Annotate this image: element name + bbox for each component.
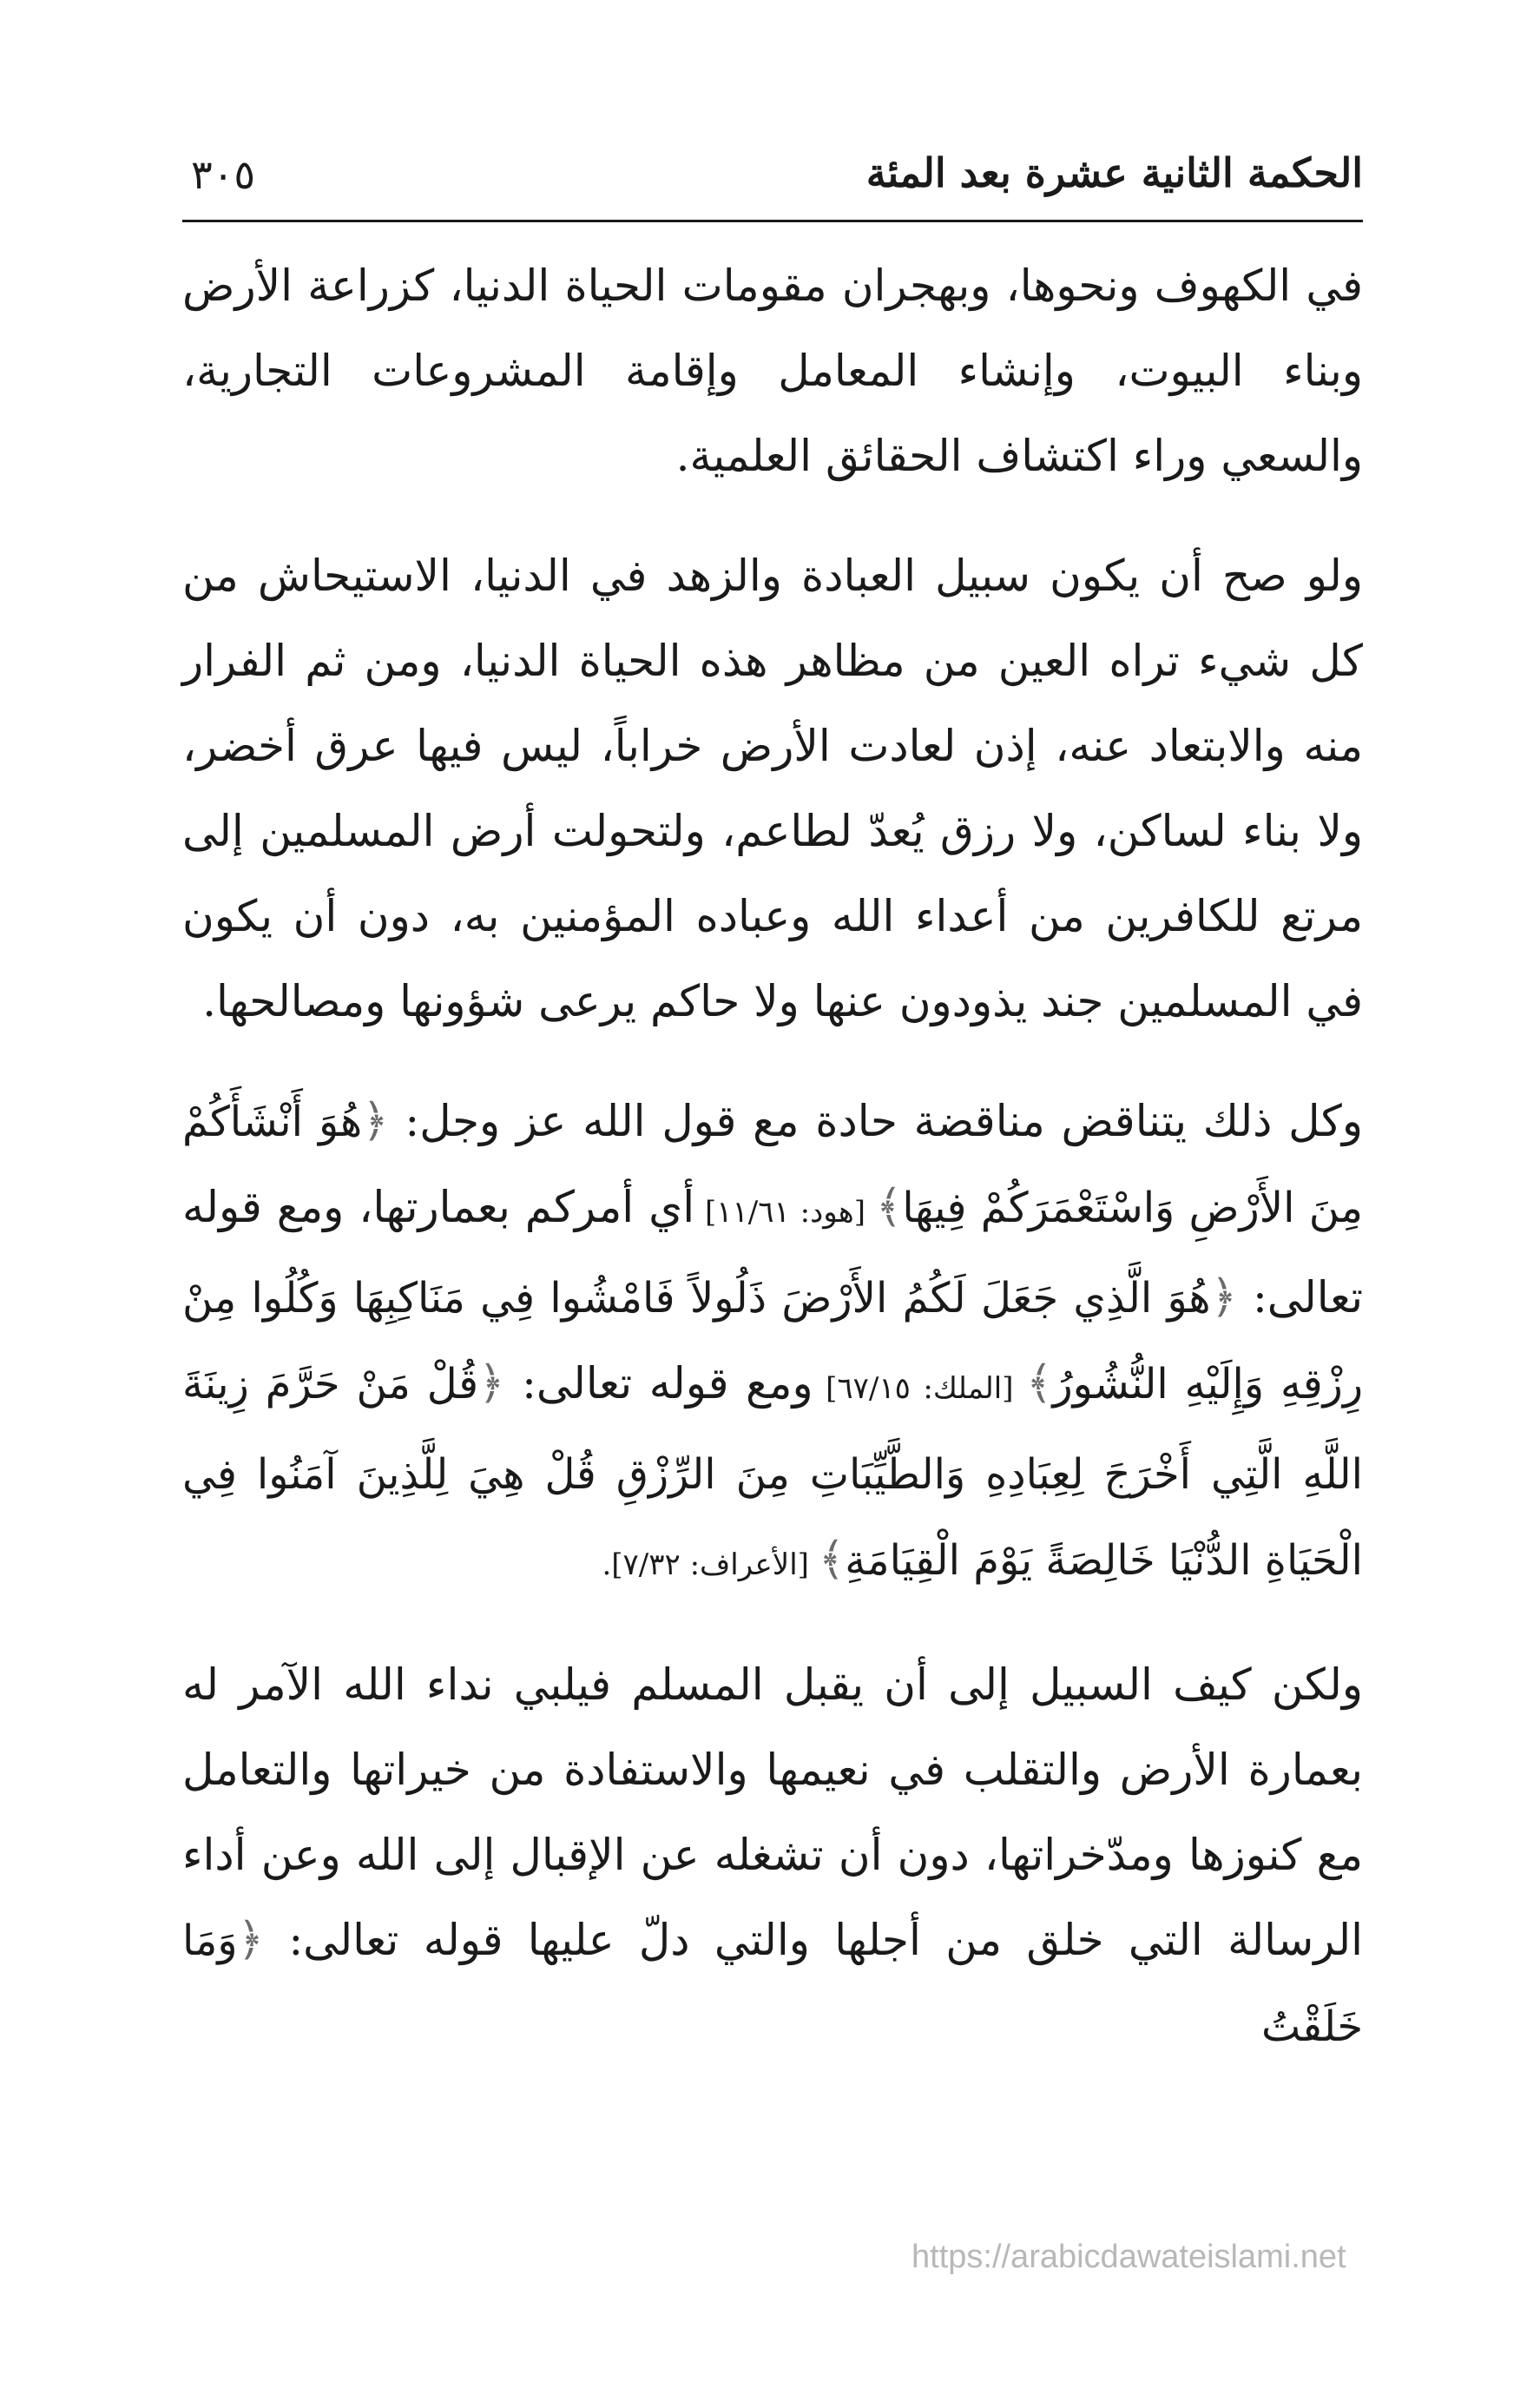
- verse-open-bracket: ﴿: [362, 1095, 389, 1147]
- paragraph: [182, 243, 1363, 498]
- body-text: ولو صح أن يكون سبيل العبادة والزهد في الدنيا، الاستيحاش من كل شيء تراه العين من مظاهر هذه الحياة الدنيا، ومن ثم الفرار منه والابتعاد عنه، إذن لعادت الأرض خراباً، ليس فيها عرق أخضر، ولا بناء لساكن، ولا رزق يُعدّ لطاعم، ولتحولت أرض المسلمين إلى مرتع للكافرين من أعداء الله وعباده المؤمنين به، دون أن يكون في المسلمين جند يذودون عنها ولا حاكم يرعى شؤونها ومصالحها.: [182, 551, 1363, 1026]
- chapter-title: الحكمة الثانية عشرة بعد المئة: [865, 149, 1363, 196]
- body-text: في الكهوف ونحوها، وبهجران مقومات الحياة الدنيا، كزراعة الأرض وبناء البيوت، وإنشاء المعامل وإقامة المشروعات التجارية، والسعي وراء اكتشاف الحقائق العلمية.: [182, 261, 1363, 481]
- paragraph: [182, 1079, 1363, 1607]
- quran-verse: وَمَا خَلَقْتُ: [182, 1917, 1363, 2051]
- page-body: [182, 243, 1363, 2104]
- running-header: [182, 139, 1363, 217]
- quran-verse: هُوَ الَّذِي جَعَلَ لَكُمُ الأَرْضَ ذَلُولاً فَامْشُوا فِي مَنَاكِبِهَا وَكُلُوا مِنْ رِزْقِهِ وَإِلَيْهِ النُّشُورُ: [182, 1274, 1363, 1409]
- verse-open-bracket: ﴿: [237, 1914, 264, 1966]
- quran-verse: هُوَ أَنْشَأَكُمْ مِنَ الأَرْضِ وَاسْتَعْمَرَكُمْ فِيهَا: [182, 1098, 1363, 1232]
- body-text: ومع قوله تعالى:: [504, 1358, 813, 1409]
- watermark-url: https://arabicdawateislami.net: [911, 2239, 1346, 2275]
- body-text: وكل ذلك يتناقض مناقضة حادة مع قول الله عز وجل:: [388, 1096, 1363, 1146]
- verse-close-bracket: ﴾: [1025, 1357, 1053, 1409]
- paragraph: [182, 1642, 1363, 2069]
- page-number: ٣٠٥: [191, 151, 256, 198]
- body-text: أي أمركم بعمارتها، ومع قوله تعالى:: [182, 1182, 1363, 1323]
- verse-close-bracket: ﴾: [818, 1534, 846, 1586]
- quran-verse: قُلْ مَنْ حَرَّمَ زِينَةَ اللَّهِ الَّتِي أَخْرَجَ لِعِبَادِهِ وَالطَّيِّبَاتِ مِنَ الرِّزْقِ قُلْ هِيَ لِلَّذِينَ آمَنُوا فِي الْحَيَاةِ الدُّنْيَا خَالِصَةً يَوْمَ الْقِيَامَةِ: [182, 1360, 1363, 1585]
- verse-reference: [الملك: ٦٧/١٥]: [813, 1371, 1026, 1406]
- verse-close-bracket: ﴾: [875, 1181, 903, 1233]
- verse-open-bracket: ﴿: [1210, 1271, 1238, 1323]
- verse-open-bracket: ﴿: [478, 1357, 505, 1409]
- body-text: ولكن كيف السبيل إلى أن يقبل المسلم فيلبي نداء الله الآمر له بعمارة الأرض والتقلب في نعيمها والاستفادة من خيراتها والتعامل مع كنوزها ومدّخراتها، دون أن تشغله عن الإقبال إلى الله وعن أداء الرسالة التي خلق من أجلها والتي دلّ عليها قوله تعالى:: [182, 1659, 1363, 1965]
- paragraph: [182, 533, 1363, 1044]
- header-divider: [182, 220, 1363, 222]
- verse-reference: [هود: ١١/٦١]: [694, 1195, 876, 1230]
- verse-reference: [الأعراف: ٧/٣٢].: [602, 1547, 819, 1582]
